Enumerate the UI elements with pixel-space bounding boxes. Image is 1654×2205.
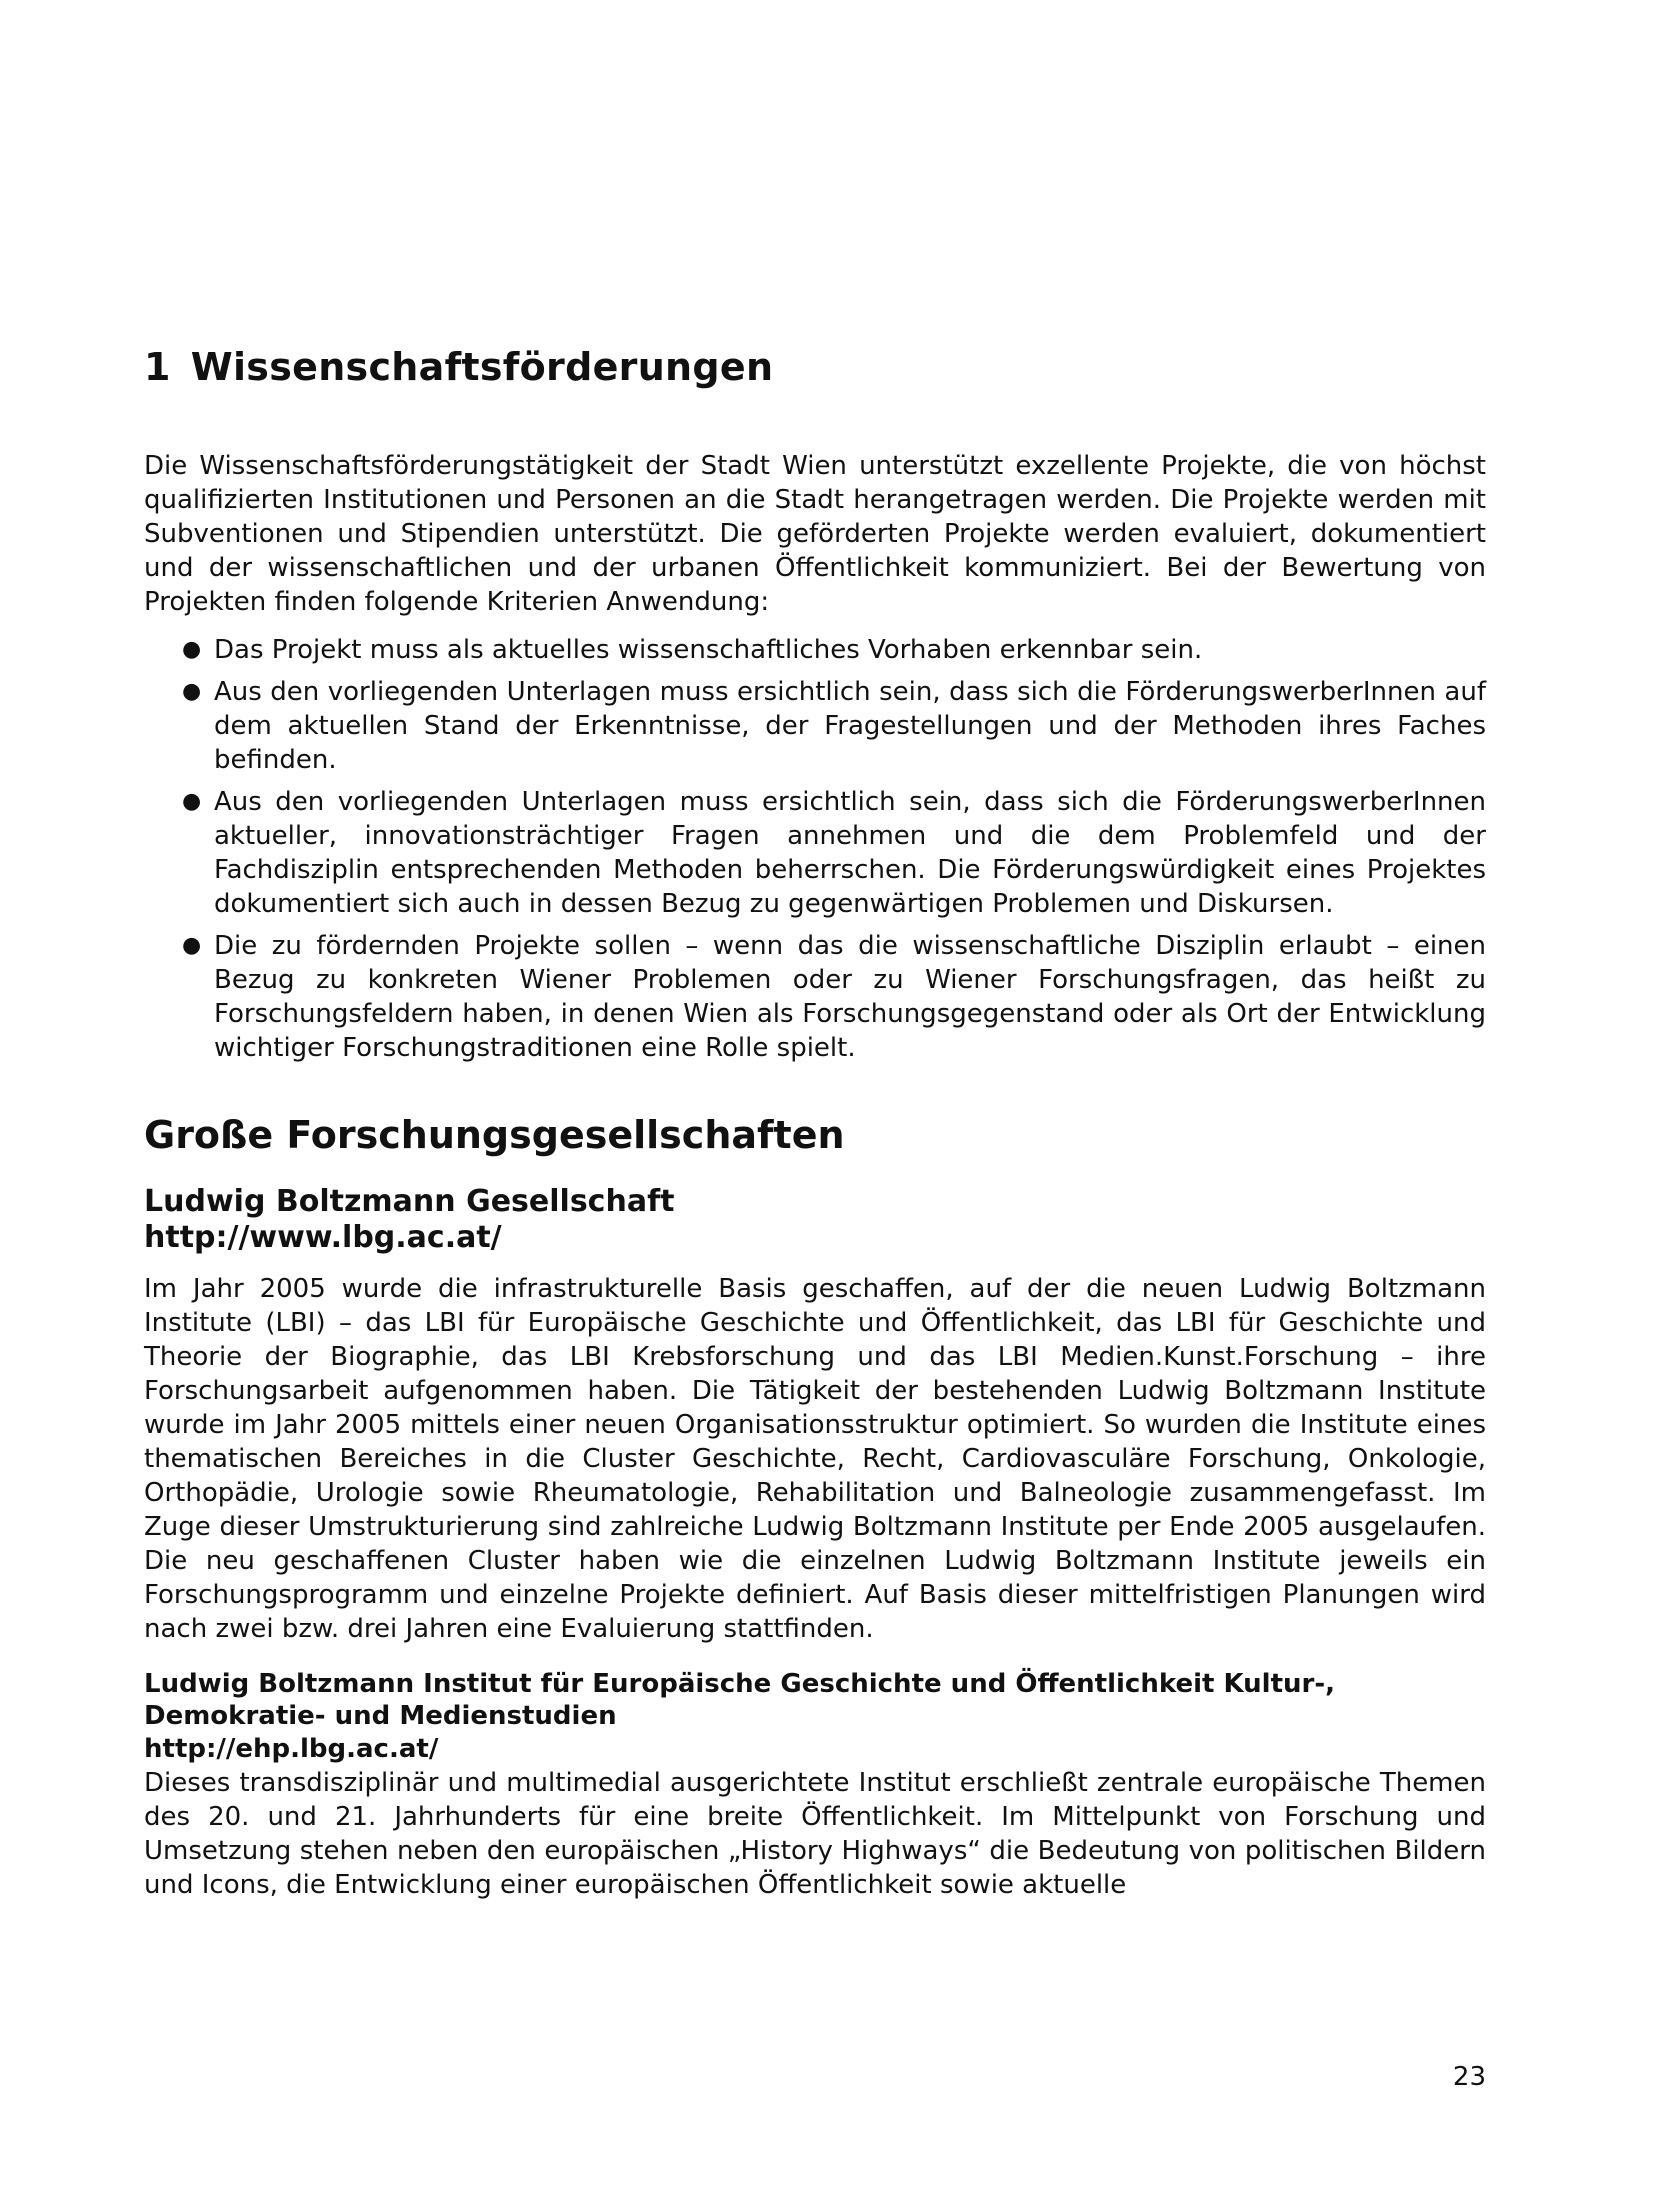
list-item [144, 929, 1486, 1065]
list-item [144, 785, 1486, 921]
bullet-icon: ● [182, 788, 202, 814]
page-number: 23 [1452, 2062, 1486, 2092]
bullet-icon: ● [182, 678, 202, 704]
lbg-heading: Ludwig Boltzmann Gesellschaft [144, 1184, 675, 1220]
criteria-text: Das Projekt muss als aktuelles wissenschaftliches Vorhaben erkennbar sein. [214, 634, 1203, 665]
section-heading: Große Forschungsgesellschaften [144, 1112, 845, 1157]
document-page [144, 345, 1486, 1902]
criteria-list [144, 633, 1486, 1065]
lbg-paragraph: Im Jahr 2005 wurde die infrastrukturelle Basis geschaffen, auf der die neuen Ludwig Boltzmann Institute (LBI) – das LBI für Europäische Geschichte und Öffentlichkeit, das LBI für Geschichte und Theorie der Biographie, das LBI Krebsforschung und das LBI Medien.Kunst.Forschung – ihre Forschungsarbeit aufgenommen haben. Die Tätigkeit der bestehenden Ludwig Boltzmann Institute wurde im Jahr 2005 mittels einer neuen Organisationsstruktur optimiert. So wurden die Institute eines thematischen Bereiches in die Cluster Geschichte, Recht, Cardiovasculäre Forschung, Onkologie, Orthopädie, Urologie sowie Rheumatologie, Rehabilitation und Balneologie zusammengefasst. Im Zuge dieser Umstrukturierung sind zahlreiche Ludwig Boltzmann Institute per Ende 2005 ausgelaufen. Die neu geschaffenen Cluster haben wie die einzelnen Ludwig Boltzmann Institute jeweils ein Forschungsprogramm und einzelne Projekte definiert. Auf Basis dieser mittelfristigen Planungen wird nach zwei bzw. drei Jahren eine Evaluierung stattfinden. [144, 1274, 1486, 1645]
chapter-number: 1 [144, 345, 171, 389]
list-item [144, 633, 1486, 667]
criteria-text: Die zu fördernden Projekte sollen – wenn das die wissenschaftliche Disziplin erlaubt – einen Bezug zu konkreten Wiener Problemen oder zu Wiener Forschungsfragen, das heißt zu Forschungsfeldern haben, in denen Wien als Forschungsgegenstand oder als Ort der Entwicklung wichtiger Forschungstraditionen eine Rolle spielt. [214, 930, 1486, 1063]
institute-heading: Ludwig Boltzmann Institut für Europäische Geschichte und Öffentlichkeit Kultur-, Demokratie- und Medienstudien [144, 1669, 1336, 1732]
bullet-icon: ● [182, 932, 202, 958]
institute-paragraph: Dieses transdisziplinär und multimedial ausgerichtete Institut erschließt zentrale europäische Themen des 20. und 21. Jahrhunderts für eine breite Öffentlichkeit. Im Mittelpunkt von Forschung und Umsetzung stehen neben den europäischen „History Highways“ die Bedeutung von politischen Bildern und Icons, die Entwicklung einer europäischen Öffentlichkeit sowie aktuelle [144, 1768, 1486, 1901]
intro-paragraph: Die Wissenschaftsförderungstätigkeit der Stadt Wien unterstützt exzellente Projekte, die von höchst qualifizierten Institutionen und Personen an die Stadt herangetragen werden. Die Projekte werden mit Subventionen und Stipendien unterstützt. Die geförderten Projekte werden evaluiert, dokumentiert und der wissenschaftlichen und der urbanen Öffentlichkeit kommuniziert. Bei der Bewertung von Projekten finden folgende Kriterien Anwendung: [144, 450, 1486, 617]
criteria-text: Aus den vorliegenden Unterlagen muss ersichtlich sein, dass sich die FörderungswerberInnen aktueller, innovationsträchtiger Fragen annehmen und die dem Problemfeld und der Fachdisziplin entsprechenden Methoden beherrschen. Die Förderungswürdigkeit eines Projektes dokumentiert sich auch in dessen Bezug zu gegenwärtigen Problemen und Diskursen. [214, 786, 1486, 919]
lbg-url-link[interactable]: http://www.lbg.ac.at/ [144, 1220, 502, 1256]
institute-url-link[interactable]: http://ehp.lbg.ac.at/ [144, 1734, 439, 1765]
list-item [144, 675, 1486, 777]
chapter-title: Wissenschaftsförderungen [190, 345, 774, 389]
bullet-icon: ● [182, 636, 202, 662]
criteria-text: Aus den vorliegenden Unterlagen muss ersichtlich sein, dass sich die FörderungswerberInnen auf dem aktuellen Stand der Erkenntnisse, der Fragestellungen und der Methoden ihres Faches befinden. [214, 676, 1486, 775]
chapter-heading [144, 345, 1486, 391]
